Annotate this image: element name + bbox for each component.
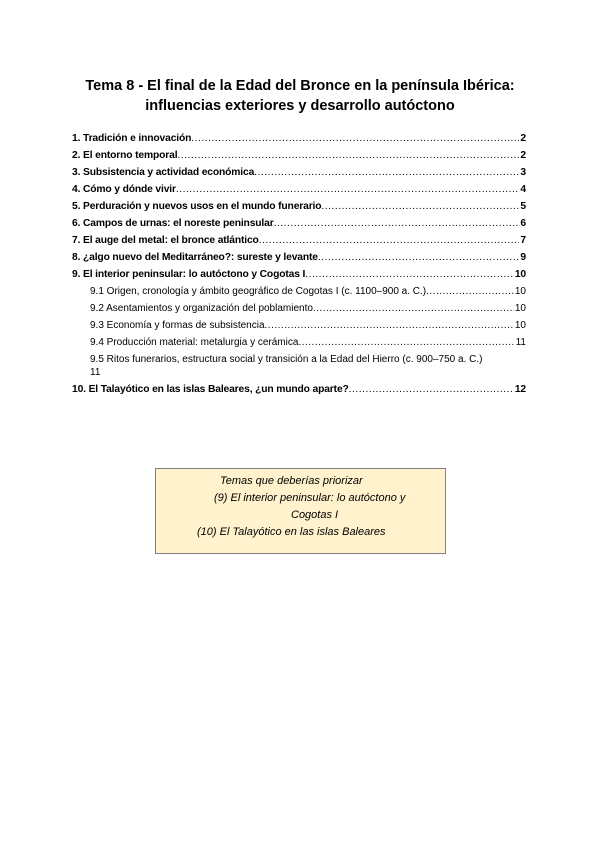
toc-leader — [313, 300, 514, 317]
toc-page-number: 10 — [514, 303, 526, 314]
toc-entry-9-1[interactable] — [72, 283, 526, 300]
toc-page-number: 11 — [90, 367, 101, 378]
toc-leader — [305, 266, 514, 283]
toc-entry-text: 9.1 Origen, cronología y ámbito geográfico de Cogotas I (c. 1100–900 a. C.) — [90, 286, 427, 297]
toc-entry-9-5[interactable] — [72, 353, 526, 379]
toc-entry-text: 5. Perduración y nuevos usos en el mundo funerario — [72, 201, 322, 212]
toc-entry-6[interactable] — [72, 215, 526, 232]
toc-page-number: 4 — [520, 184, 526, 195]
toc-entry-text: 2. El entorno temporal — [72, 150, 178, 161]
toc-page-number: 11 — [515, 337, 526, 348]
toc-entry-text: 7. El auge del metal: el bronce atlántico — [72, 235, 259, 246]
toc-leader — [176, 181, 520, 198]
note-line-2: Cogotas I — [291, 509, 339, 521]
toc-leader — [191, 130, 519, 147]
toc-page-number: 7 — [520, 235, 526, 246]
toc-page-number: 10 — [514, 269, 526, 280]
toc-entry-1[interactable] — [72, 130, 526, 147]
toc-entry-7[interactable] — [72, 232, 526, 249]
note-line-3: (10) El Talayótico en las islas Baleares — [197, 526, 386, 538]
toc-entry-text: 9.5 Ritos funerarios, estructura social y transición a la Edad del Hierro (c. 900–750 a. C.) — [90, 354, 483, 365]
toc-entry-9-4[interactable] — [72, 334, 526, 351]
toc-page-number: 12 — [514, 384, 526, 395]
toc-leader — [265, 317, 514, 334]
toc-page-number: 10 — [514, 320, 526, 331]
toc-leader — [298, 334, 514, 351]
toc-entry-text: 3. Subsistencia y actividad económica — [72, 167, 255, 178]
toc-entry-9-3[interactable] — [72, 317, 526, 334]
toc-entry-text: 9.3 Economía y formas de subsistencia — [90, 320, 265, 331]
toc-entry-text: 9. El interior peninsular: lo autóctono y Cogotas I — [72, 269, 306, 280]
note-line-1: (9) El interior peninsular: lo autóctono y — [214, 492, 406, 504]
toc-entry-10[interactable] — [72, 381, 526, 398]
page-title — [60, 76, 540, 116]
toc-entry-9[interactable] — [72, 266, 526, 283]
toc-page-number: 2 — [520, 150, 526, 161]
toc-entry-9-2[interactable] — [72, 300, 526, 317]
toc-entry-text: 10. El Talayótico en las islas Baleares, ¿un mundo aparte? — [72, 384, 349, 395]
toc-entry-text: 8. ¿algo nuevo del Meditarráneo?: sureste y levante — [72, 252, 318, 263]
toc-leader — [349, 381, 514, 398]
toc-entry-text: 1. Tradición e innovación — [72, 133, 192, 144]
note-heading: Temas que deberías priorizar — [220, 475, 363, 487]
toc-page-number: 3 — [520, 167, 526, 178]
toc-entry-text: 9.4 Producción material: metalurgia y cerámica — [90, 337, 299, 348]
toc-entry-3[interactable] — [72, 164, 526, 181]
toc-leader — [259, 232, 520, 249]
toc-entry-text: 4. Cómo y dónde vivir — [72, 184, 176, 195]
toc-page-number: 5 — [520, 201, 526, 212]
toc-entry-4[interactable] — [72, 181, 526, 198]
toc-leader — [254, 164, 519, 181]
toc-leader — [274, 215, 520, 232]
toc-leader — [321, 198, 519, 215]
toc-leader — [318, 249, 520, 266]
toc-entry-text: 9.2 Asentamientos y organización del poblamiento — [90, 303, 313, 314]
toc-page-number: 9 — [520, 252, 526, 263]
toc-leader — [177, 147, 519, 164]
toc-page-number: 6 — [520, 218, 526, 229]
title-line-2: influencias exteriores y desarrollo autóctono — [145, 98, 455, 114]
toc-page-number: 2 — [520, 133, 526, 144]
title-line-1: Tema 8 - El final de la Edad del Bronce en la península Ibérica: — [85, 78, 515, 94]
toc-page-number: 10 — [514, 286, 526, 297]
toc-entry-text: 6. Campos de urnas: el noreste peninsular — [72, 218, 274, 229]
toc-entry-2[interactable] — [72, 147, 526, 164]
priority-note-box — [155, 468, 446, 554]
table-of-contents — [72, 130, 526, 398]
toc-leader — [426, 283, 514, 300]
toc-entry-8[interactable] — [72, 249, 526, 266]
toc-entry-5[interactable] — [72, 198, 526, 215]
